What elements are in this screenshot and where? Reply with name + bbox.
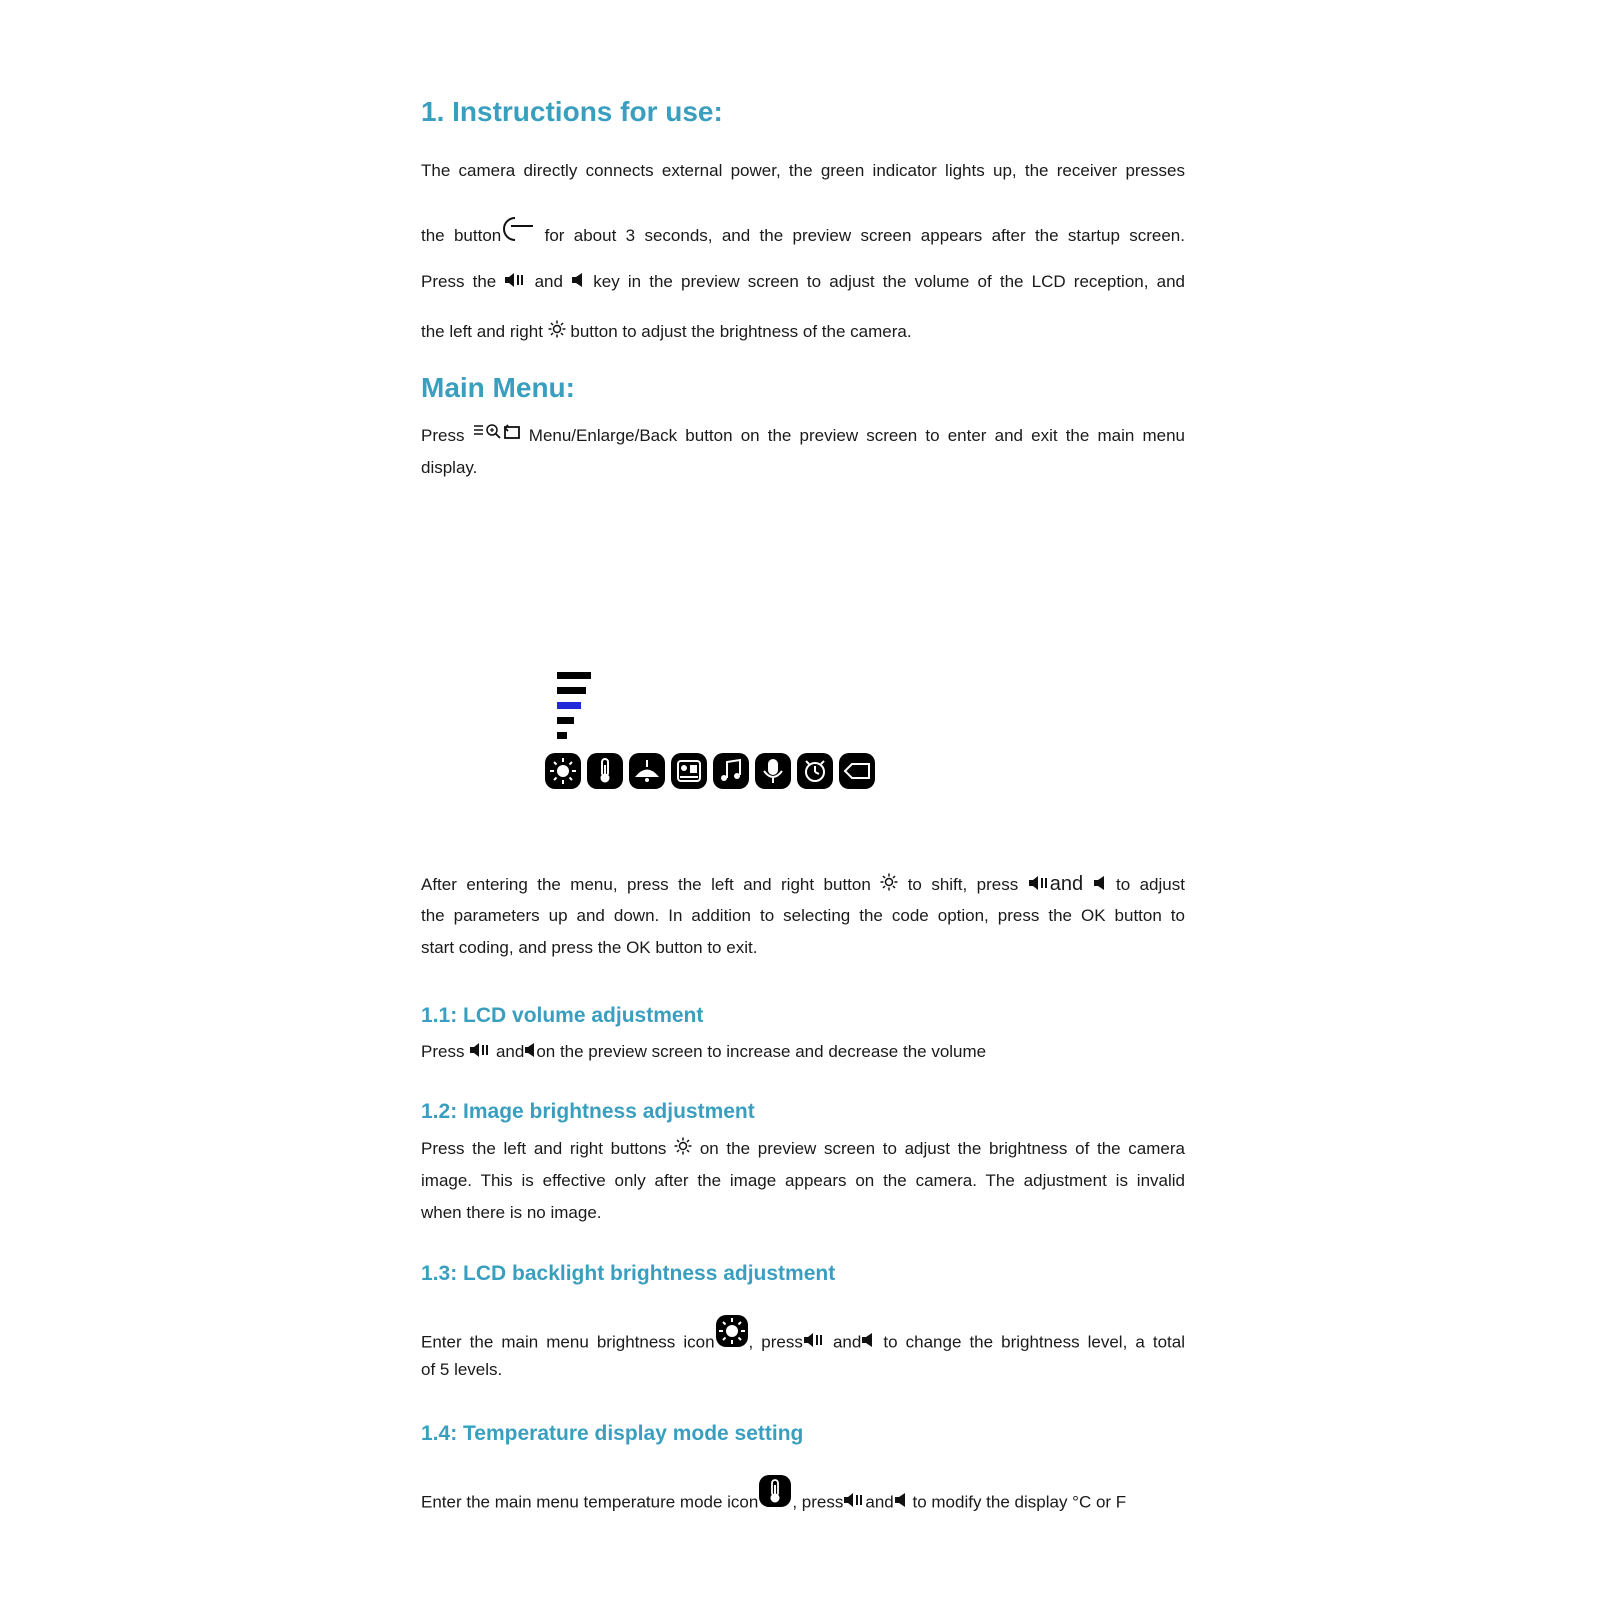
main-menu-line-1: [421, 420, 1185, 453]
intro-line-1: The camera directly connects external power, the green indicator lights up, the receiver presses: [421, 161, 1185, 180]
microphone-icon: [755, 753, 791, 789]
heading-lcd-volume: 1.1: LCD volume adjustment: [421, 1004, 704, 1027]
main-menu-line-1-a: Press: [421, 426, 465, 445]
lcd-backlight-1c: and: [832, 1332, 862, 1352]
lullaby-light-icon: [629, 753, 665, 789]
camera-pair-icon: [671, 753, 707, 789]
after-menu-line-1: [421, 868, 1185, 902]
lcd-backlight-1b: , press: [748, 1332, 803, 1352]
intro-line-4: [421, 316, 1185, 349]
brightness-icon: [545, 753, 581, 789]
image-brightness-line-3: when there is no image.: [421, 1203, 602, 1222]
after-menu-line-3: start coding, and press the OK button to exit.: [421, 938, 758, 957]
intro-line-4-b: button to adjust the brightness of the camera.: [570, 322, 912, 341]
after-menu-line-1-d: to adjust: [1115, 875, 1185, 894]
sun-icon: [674, 1134, 692, 1166]
intro-line-3: [421, 266, 1185, 299]
heading-lcd-backlight: 1.3: LCD backlight brightness adjustment: [421, 1262, 836, 1285]
main-menu-line-1-b: Menu/Enlarge/Back button on the preview screen to enter and exit the main menu: [528, 426, 1185, 445]
volume-down-icon: [1093, 870, 1107, 902]
brightness-level-bar: [557, 672, 591, 679]
heading-main-menu: Main Menu:: [421, 372, 575, 403]
intro-line-2-a: the button: [421, 225, 502, 245]
volume-up-icon: [1028, 870, 1050, 902]
brightness-level-bar: [557, 702, 581, 709]
intro-line-3-c: key in the preview screen to adjust the volume of the LCD reception, and: [593, 272, 1185, 291]
heading-temperature-mode: 1.4: Temperature display mode setting: [421, 1422, 804, 1445]
menu-enlarge-back-icon: [473, 421, 521, 453]
volume-up-icon: [504, 267, 526, 299]
lcd-volume-a: Press: [421, 1042, 465, 1061]
sun-icon: [548, 317, 566, 349]
temperature-mode-d: to modify the display °C or F: [912, 1492, 1127, 1512]
lcd-backlight-line-2: of 5 levels.: [421, 1360, 503, 1379]
image-brightness-line-1: [421, 1133, 1185, 1166]
intro-line-2-b: for about 3 seconds, and the preview screen appears after the startup screen.: [544, 225, 1185, 245]
main-menu-line-2: display.: [421, 458, 478, 477]
intro-line-3-b: and: [534, 272, 563, 291]
brightness-level-bar: [557, 732, 567, 739]
lcd-volume-c: on the preview screen to increase and decrease the volume: [536, 1042, 987, 1061]
brightness-level-bar: [557, 687, 586, 694]
temperature-mode-a: Enter the main menu temperature mode icon: [421, 1492, 759, 1512]
heading-instructions: 1. Instructions for use:: [421, 96, 723, 127]
image-brightness-1b: on the preview screen to adjust the brightness of the camera: [699, 1139, 1185, 1158]
lcd-volume-line: [421, 1036, 1185, 1069]
lcd-backlight-line-1: [421, 1314, 1185, 1359]
intro-line-3-a: Press the: [421, 272, 497, 291]
thermometer-menu-icon: [758, 1474, 792, 1519]
brightness-level-bar: [557, 717, 574, 724]
volume-down-icon: [571, 267, 585, 299]
brightness-level-bars: [557, 672, 597, 746]
brightness-menu-icon: [715, 1314, 749, 1359]
image-brightness-1a: Press the left and right buttons: [421, 1139, 667, 1158]
intro-line-2: [421, 215, 1185, 258]
lcd-volume-b: and: [495, 1042, 525, 1061]
intro-line-4-a: the left and right: [421, 322, 543, 341]
heading-image-brightness: 1.2: Image brightness adjustment: [421, 1100, 755, 1123]
temperature-mode-c: and: [865, 1492, 894, 1512]
power-icon: [501, 215, 535, 258]
back-icon: [839, 753, 875, 789]
volume-up-icon: [469, 1037, 491, 1069]
lcd-backlight-1a: Enter the main menu brightness icon: [421, 1332, 715, 1352]
after-menu-line-1-a: After entering the menu, press the left and right button: [421, 875, 871, 894]
sun-icon: [880, 870, 898, 902]
temperature-mode-line: [421, 1474, 1185, 1519]
music-icon: [713, 753, 749, 789]
after-menu-line-1-c: and: [1049, 873, 1084, 895]
image-brightness-line-2: image. This is effective only after the image appears on the camera. The adjustment is invalid: [421, 1171, 1185, 1190]
volume-down-icon: [894, 1487, 908, 1519]
alarm-clock-icon: [797, 753, 833, 789]
thermometer-icon: [587, 753, 623, 789]
lcd-backlight-1d: to change the brightness level, a total: [883, 1332, 1185, 1352]
volume-down-icon: [524, 1037, 536, 1069]
after-menu-line-1-b: to shift, press: [907, 875, 1019, 894]
temperature-mode-b: , press: [792, 1492, 844, 1512]
volume-up-icon: [843, 1487, 865, 1519]
after-menu-line-2: the parameters up and down. In addition to selecting the code option, press the OK button to: [421, 906, 1185, 925]
